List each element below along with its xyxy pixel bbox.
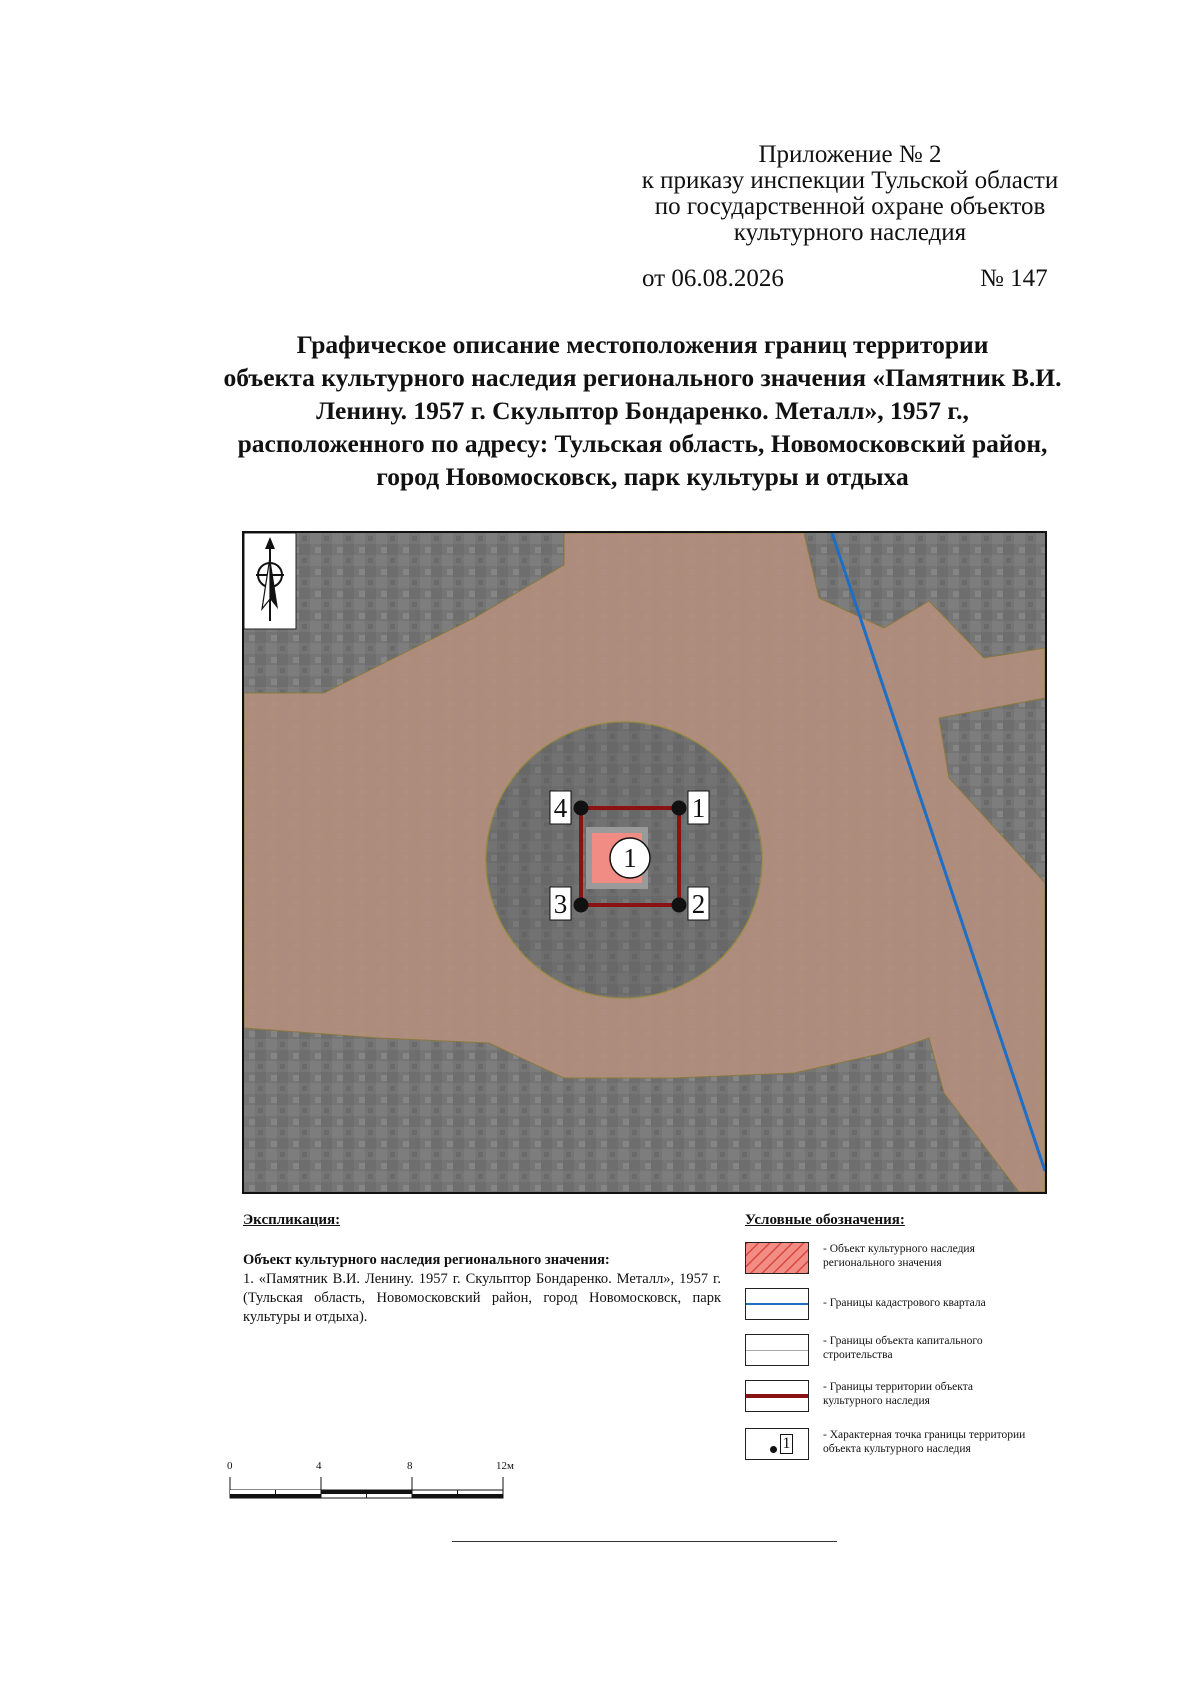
- scale-tick-label: 8: [407, 1460, 413, 1472]
- scale-tick-label: 12м: [496, 1460, 514, 1472]
- boundary-point-label: 4: [553, 793, 568, 823]
- dark-red-line-icon: [745, 1380, 809, 1412]
- legend-item-boundary-point: [745, 1428, 1185, 1478]
- appendix-line: Приложение № 2: [758, 141, 942, 168]
- legend-label: - Характерная точка границы территории объекта культурного наследия: [823, 1429, 1026, 1455]
- scale-bar: [220, 1460, 520, 1510]
- legend-item-heritage-object: [745, 1242, 1185, 1286]
- legend-item-territory-boundary: [745, 1380, 1185, 1424]
- boundary-point-label: 2: [691, 889, 706, 919]
- boundary-point-dot: [672, 801, 687, 816]
- legend-item-capital-construction: [745, 1334, 1185, 1378]
- boundary-point-dot: [672, 898, 687, 913]
- appendix-line: по государственной охране объектов: [654, 193, 1046, 220]
- order-date: от 06.08.2026: [642, 265, 784, 292]
- north-arrow-icon: [244, 533, 296, 629]
- appendix-line: к приказу инспекции Тульской области: [641, 167, 1059, 194]
- gray-line-icon: [745, 1334, 809, 1366]
- document-title: [150, 328, 1135, 493]
- legend-label: - Границы объекта капитального строительства: [823, 1335, 983, 1361]
- explication-heading: Экспликация:: [243, 1212, 341, 1228]
- title-line: город Новомосковск, парк культуры и отдыха: [376, 462, 909, 491]
- title-line: Графическое описание местоположения границ территории: [296, 330, 989, 359]
- legend-item-cadastral: [745, 1288, 1185, 1332]
- explication-object-heading: Объект культурного наследия регионального значения:: [243, 1252, 610, 1268]
- bottom-divider: [452, 1541, 837, 1542]
- appendix-line: культурного наследия: [733, 219, 967, 246]
- legend-label: - Границы территории объекта культурного наследия: [823, 1381, 973, 1407]
- site-map: [242, 531, 1047, 1194]
- boundary-point-label: 3: [553, 889, 568, 919]
- boundary-point-sample-label: 1: [780, 1434, 793, 1454]
- title-line: объекта культурного наследия регионального значения «Памятник В.И.: [223, 363, 1062, 392]
- blue-line-icon: [745, 1288, 809, 1320]
- scale-tick-label: 0: [227, 1460, 233, 1472]
- boundary-point-icon: [745, 1428, 809, 1460]
- map-canvas: [244, 533, 1045, 1192]
- legend-heading: Условные обозначения:: [745, 1212, 905, 1228]
- boundary-point-dot: [574, 801, 589, 816]
- scale-tick-label: 4: [316, 1460, 322, 1472]
- hatched-red-fill-icon: [745, 1242, 809, 1274]
- title-line: расположенного по адресу: Тульская область, Новомосковский район,: [237, 429, 1048, 458]
- scale-bar-graphic: [220, 1460, 520, 1510]
- order-number: № 147: [980, 265, 1048, 292]
- object-number-label: 1: [623, 843, 637, 873]
- legend-label: - Объект культурного наследия регионального значения: [823, 1243, 975, 1269]
- title-line: Ленину. 1957 г. Скульптор Бондаренко. Металл», 1957 г.,: [316, 396, 969, 425]
- boundary-point-label: 1: [691, 793, 706, 823]
- boundary-point-dot: [574, 898, 589, 913]
- appendix-block: [600, 142, 1100, 246]
- explication-object-text: 1. «Памятник В.И. Ленину. 1957 г. Скульптор Бондаренко. Металл», 1957 г. (Тульская область, Новомосковский район, город Новомосковск, парк культуры и отдыха).: [243, 1271, 721, 1325]
- legend-label: - Границы кадастрового квартала: [823, 1297, 986, 1309]
